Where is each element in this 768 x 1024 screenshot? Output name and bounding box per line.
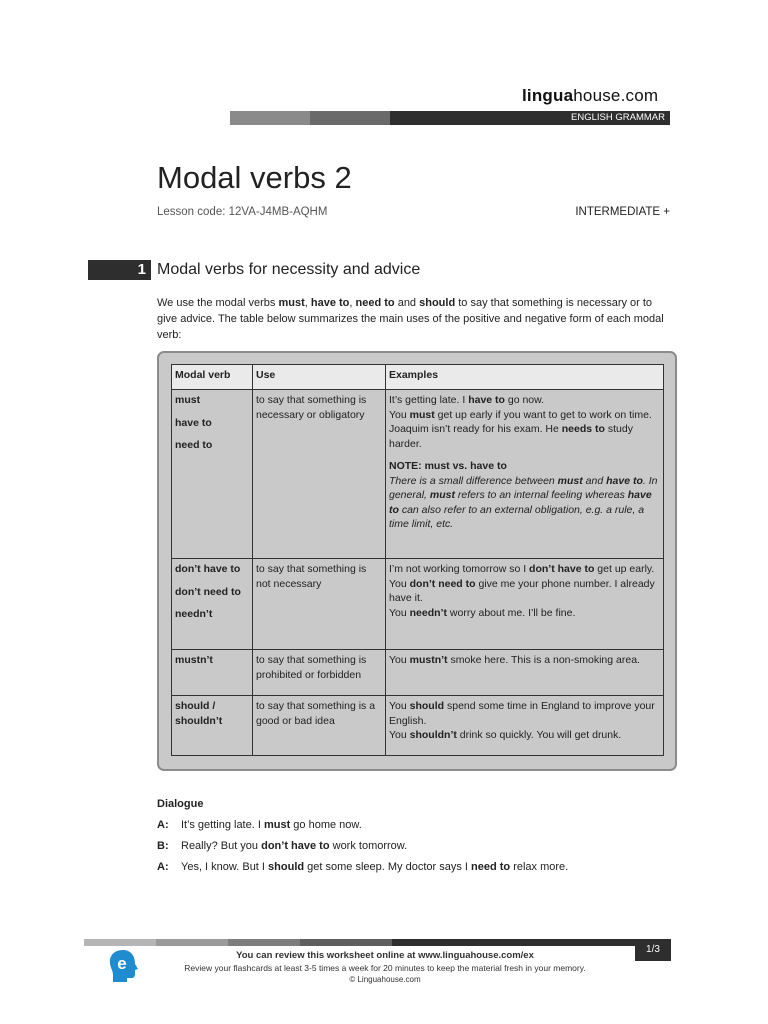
- section-title: Modal verbs for necessity and advice: [157, 261, 421, 278]
- footer-flashcards-text: Review your flashcards at least 3-5 times a week for 20 minutes to keep the material fresh in your memory.: [184, 963, 586, 973]
- text-run: give me your phone number. I already have it.: [389, 577, 655, 604]
- text-run: Joaquim isn’t ready for his exam. He: [389, 423, 562, 435]
- text-run: relax more.: [510, 861, 569, 873]
- lesson-code: Lesson code: 12VA-J4MB-AQHM: [157, 206, 328, 218]
- bold-term: must: [429, 489, 455, 501]
- text-run: You: [389, 729, 410, 741]
- text-run: get up early.: [594, 563, 655, 575]
- table-header-row: [172, 365, 664, 390]
- example-sentence: [389, 653, 660, 668]
- text-run: refers to an internal feeling whereas: [454, 489, 628, 501]
- example-sentence: [389, 408, 660, 423]
- text-run: You: [389, 606, 410, 619]
- examples-cell: [386, 390, 664, 559]
- section-number: 1: [88, 260, 151, 280]
- modal-verb: don’t have to: [175, 563, 241, 575]
- text-run: You: [389, 577, 410, 590]
- footer-copyright: © Linguahouse.com: [349, 975, 421, 984]
- modal-verb-cell: [172, 390, 253, 559]
- speaker-label: A:: [157, 819, 169, 831]
- examples-cell: [386, 559, 664, 650]
- example-sentence: [389, 728, 660, 743]
- use-cell: to say that something is necessary or obligatory: [253, 390, 386, 559]
- modal-verb-cell: [172, 559, 253, 650]
- note-text: [389, 474, 660, 532]
- bold-term: should: [419, 297, 456, 309]
- text-run: You: [389, 700, 410, 712]
- dialogue-heading: Dialogue: [157, 798, 204, 810]
- bold-term: need to: [355, 297, 395, 309]
- bold-term: must: [263, 819, 291, 831]
- example-sentence: [389, 393, 660, 408]
- bold-term: must: [557, 474, 583, 487]
- text-run: get some sleep. My doctor says I: [304, 861, 472, 873]
- text-run: You: [389, 654, 410, 666]
- svg-text:e: e: [117, 954, 127, 973]
- text-run: smoke here. This is a non-smoking area.: [447, 654, 640, 666]
- table-row: [172, 650, 664, 696]
- text-run: Yes, I know. But I: [181, 861, 269, 873]
- text-run: We use the modal verbs: [157, 297, 279, 309]
- use-cell: to say that something is prohibited or forbidden: [253, 650, 386, 696]
- level-label: INTERMEDIATE +: [575, 206, 670, 218]
- bold-term: needn’t: [409, 606, 447, 619]
- example-sentence: [389, 699, 660, 728]
- text-run: can also refer to an external obligation, e.g. a rule, a time limit, etc.: [389, 503, 645, 530]
- text-run: I’m not working tomorrow so I: [389, 563, 530, 575]
- modal-verb: need to: [175, 439, 213, 451]
- bold-term: should: [268, 861, 305, 873]
- header-modal-verb: Modal verb: [172, 365, 253, 390]
- linguahouse-head-logo: [107, 948, 139, 984]
- use-cell: to say that something is not necessary: [253, 559, 386, 650]
- modal-verb-cell: [172, 650, 253, 696]
- text-run: work tomorrow.: [329, 840, 408, 852]
- speaker-label: A:: [157, 861, 169, 873]
- example-sentence: [389, 562, 660, 577]
- bold-term: must: [278, 297, 305, 309]
- example-sentence: [389, 577, 660, 606]
- table-row: [172, 696, 664, 756]
- bold-term: have to: [389, 489, 652, 516]
- text-run: drink so quickly. You will get drunk.: [456, 729, 622, 741]
- modal-verb: must: [175, 394, 201, 406]
- page-number: 1/3: [635, 939, 671, 961]
- header-use: Use: [253, 365, 386, 390]
- dialogue-line: [157, 861, 568, 873]
- text-run: and: [582, 474, 607, 487]
- text-run: study harder.: [389, 423, 633, 450]
- modal-verbs-table: [171, 364, 664, 756]
- modal-verb: should / shouldn’t: [175, 700, 223, 727]
- bold-term: don’t need to: [409, 577, 476, 590]
- table-row: [172, 559, 664, 650]
- text-run: go now.: [504, 394, 545, 406]
- bold-term: need to: [471, 861, 511, 873]
- bold-term: have to: [606, 474, 643, 487]
- header-bar: [230, 111, 670, 125]
- header-examples: Examples: [386, 365, 664, 390]
- text-run: ,: [349, 297, 356, 309]
- bold-term: must: [409, 408, 435, 421]
- text-run: You: [389, 408, 410, 421]
- table-row: [172, 390, 664, 559]
- bold-term: shouldn’t: [409, 729, 457, 741]
- bold-term: needs to: [561, 423, 605, 435]
- bold-term: don’t have to: [529, 563, 595, 575]
- bold-term: mustn’t: [409, 654, 448, 666]
- bold-term: should: [409, 700, 445, 712]
- text-run: There is a small difference between: [389, 474, 558, 487]
- footer-bar: [84, 939, 635, 946]
- bold-term: have to: [468, 394, 505, 406]
- modal-verb: have to: [175, 416, 212, 429]
- modal-verb-cell: [172, 696, 253, 756]
- section-intro: [157, 295, 672, 343]
- text-run: get up early if you want to get to work on time.: [434, 408, 652, 421]
- use-cell: to say that something is a good or bad idea: [253, 696, 386, 756]
- examples-cell: [386, 696, 664, 756]
- dialogue-line: [157, 840, 407, 852]
- modal-verb: don’t need to: [175, 585, 241, 598]
- text-run: It’s getting late. I: [181, 819, 264, 831]
- text-run: ,: [304, 297, 311, 309]
- example-sentence: [389, 422, 660, 451]
- text-run: spend some time in England to improve your English.: [389, 700, 655, 727]
- bold-term: have to: [310, 297, 350, 309]
- text-run: worry about me. I’ll be fine.: [446, 606, 576, 619]
- bold-term: don’t have to: [261, 840, 330, 852]
- text-run: to say that something is necessary or to give advice. The table below summarizes the main uses of the positive and negative form of each modal verb:: [157, 297, 664, 341]
- example-sentence: [389, 606, 660, 621]
- speaker-label: B:: [157, 840, 169, 852]
- dialogue-line: [157, 819, 362, 831]
- footer-review-text: You can review this worksheet online at www.linguahouse.com/ex: [236, 950, 534, 961]
- text-run: It’s getting late. I: [389, 394, 469, 406]
- note-title: NOTE: must vs. have to: [389, 460, 507, 472]
- category-label: ENGLISH GRAMMAR: [390, 111, 670, 125]
- modal-verb: mustn’t: [175, 654, 213, 666]
- text-run: and: [394, 297, 420, 309]
- text-run: Really? But you: [181, 840, 262, 852]
- site-logo: linguahouse.com: [522, 86, 659, 105]
- examples-cell: [386, 650, 664, 696]
- text-run: . In general,: [389, 474, 658, 501]
- modal-verb: needn’t: [175, 608, 213, 620]
- page-title: Modal verbs 2: [157, 160, 352, 195]
- text-run: go home now.: [290, 819, 362, 831]
